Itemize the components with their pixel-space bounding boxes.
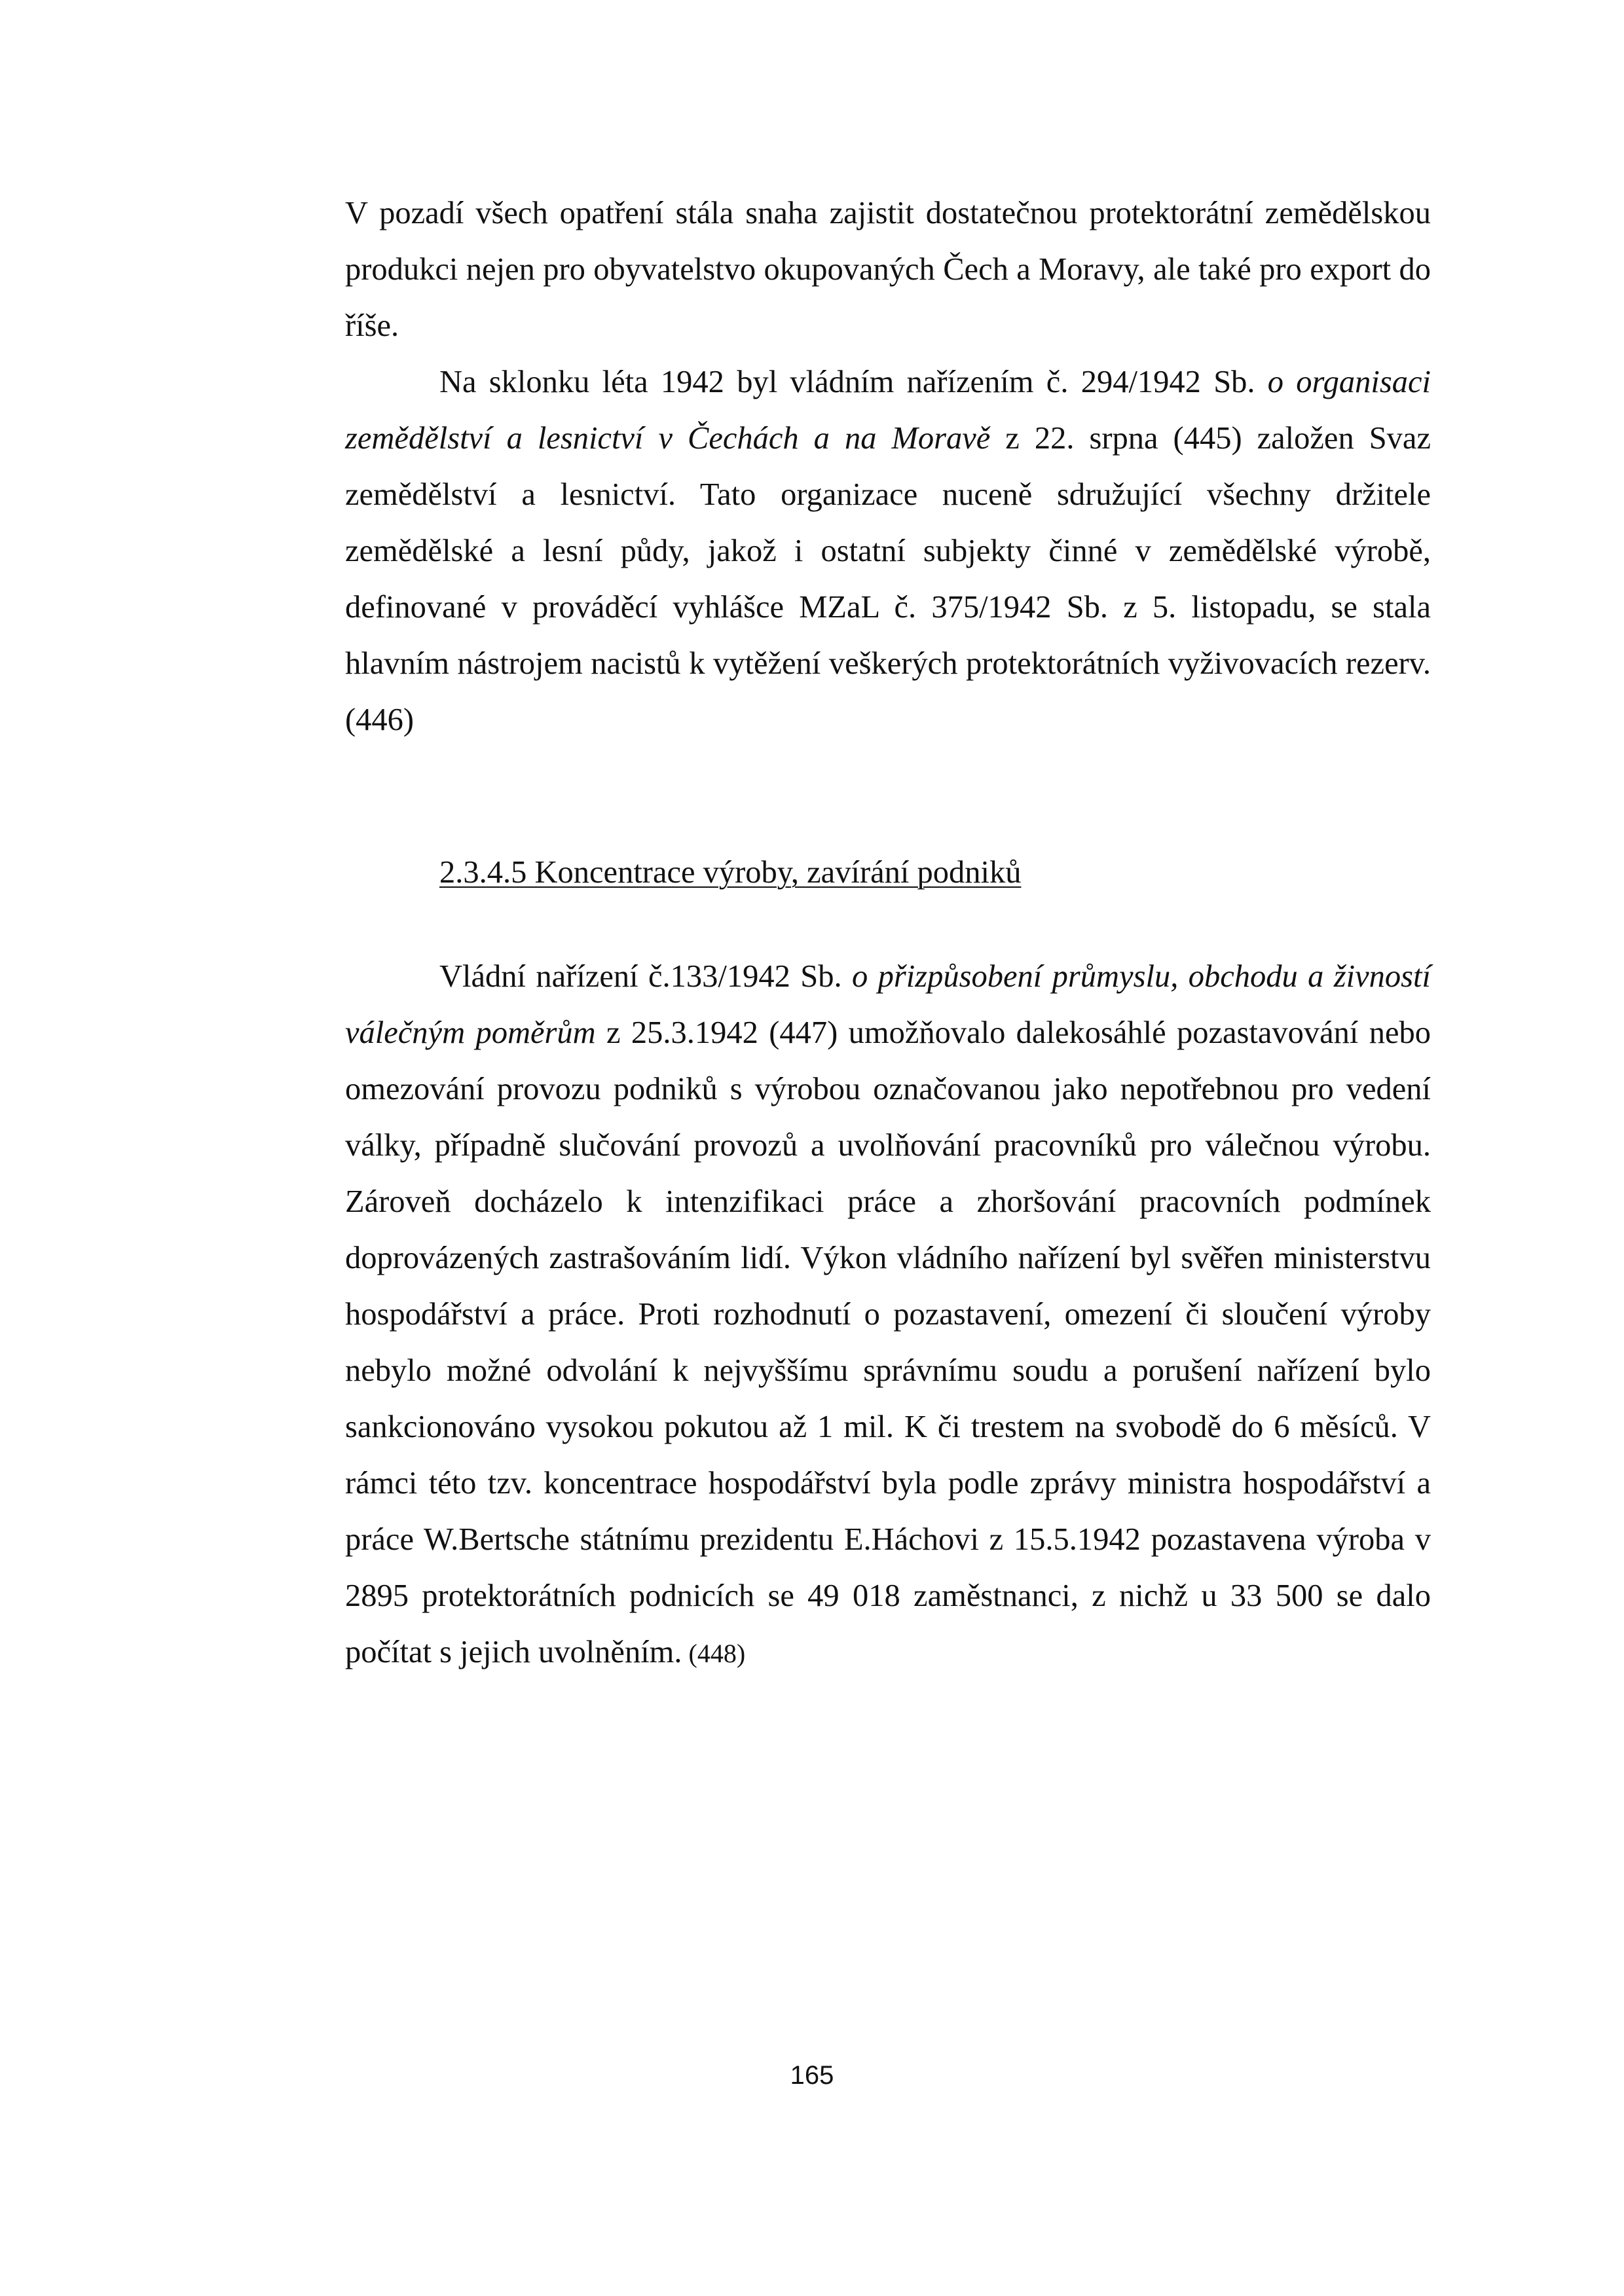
paragraph-svaz-zemedelstvi: [345, 354, 1431, 748]
regulation-title-italic: o organisaci zemědělství a lesnictví v Čechách a na Moravě: [345, 365, 1431, 456]
section-top-text: [345, 185, 1431, 748]
paragraph-svaz-text-2: z 22. srpna (445) založen Svaz zemědělství a lesnictví. Tato organizace nuceně sdružující všechny držitele zemědělské a lesní půdy, jakož i ostatní subjekty činné v zemědělské výrobě, definované v prováděcí vyhlášce MZaL č. 375/1942 Sb. z 5. listopadu, se stala hlavním nástrojem nacistů k vytěžení veškerých protektorátních vyživovacích rezerv. (446): [345, 421, 1431, 737]
paragraph-svaz-text-1: Na sklonku léta 1942 byl vládním nařízením č. 294/1942 Sb.: [439, 365, 1268, 399]
footnote-reference: (448): [682, 1639, 746, 1668]
paragraph-koncentrace-text-2: z 25.3.1942 (447) umožňovalo dalekosáhlé pozastavování nebo omezování provozu podniků s výrobou označovanou jako nepotřebnou pro vedení války, případně slučování provozů a uvolňování pracovníků pro válečnou výrobu. Zároveň docházelo k intenzifikaci práce a zhoršování pracovních podmínek doprovázených zastrašováním lidí. Výkon vládního nařízení byl svěřen ministerstvu hospodářství a práce. Proti rozhodnutí o pozastavení, omezení či sloučení výroby nebylo možné odvolání k nejvyššímu správnímu soudu a porušení nařízení bylo sankcionováno vysokou pokutou až 1 mil. K či trestem na svobodě do 6 měsíců. V rámci této tzv. koncentrace hospodářství byla podle zprávy ministra hospodářství a práce W.Bertsche státnímu prezidentu E.Háchovi z 15.5.1942 pozastavena výroba v 2895 protektorátních podnicích se 49 018 zaměstnanci, z nichž u 33 500 se dalo počítat s jejich uvolněním.: [345, 1015, 1431, 1669]
paragraph-koncentrace-text-1: Vládní nařízení č.133/1942 Sb.: [439, 959, 853, 994]
section-bottom-text: [345, 949, 1431, 1682]
regulation-title-italic: o přizpůsobení průmyslu, obchodu a živností válečným poměrům: [345, 959, 1431, 1050]
page-number: 165: [790, 2061, 834, 2090]
paragraph-export: V pozadí všech opatření stála snaha zajistit dostatečnou protektorátní zemědělskou produkci nejen pro obyvatelstvo okupovaných Čech a Moravy, ale také pro export do říše.: [345, 196, 1431, 343]
section-heading: 2.3.4.5 Koncentrace výroby, zavírání podniků: [439, 855, 1022, 890]
paragraph-koncentrace: [345, 949, 1431, 1682]
